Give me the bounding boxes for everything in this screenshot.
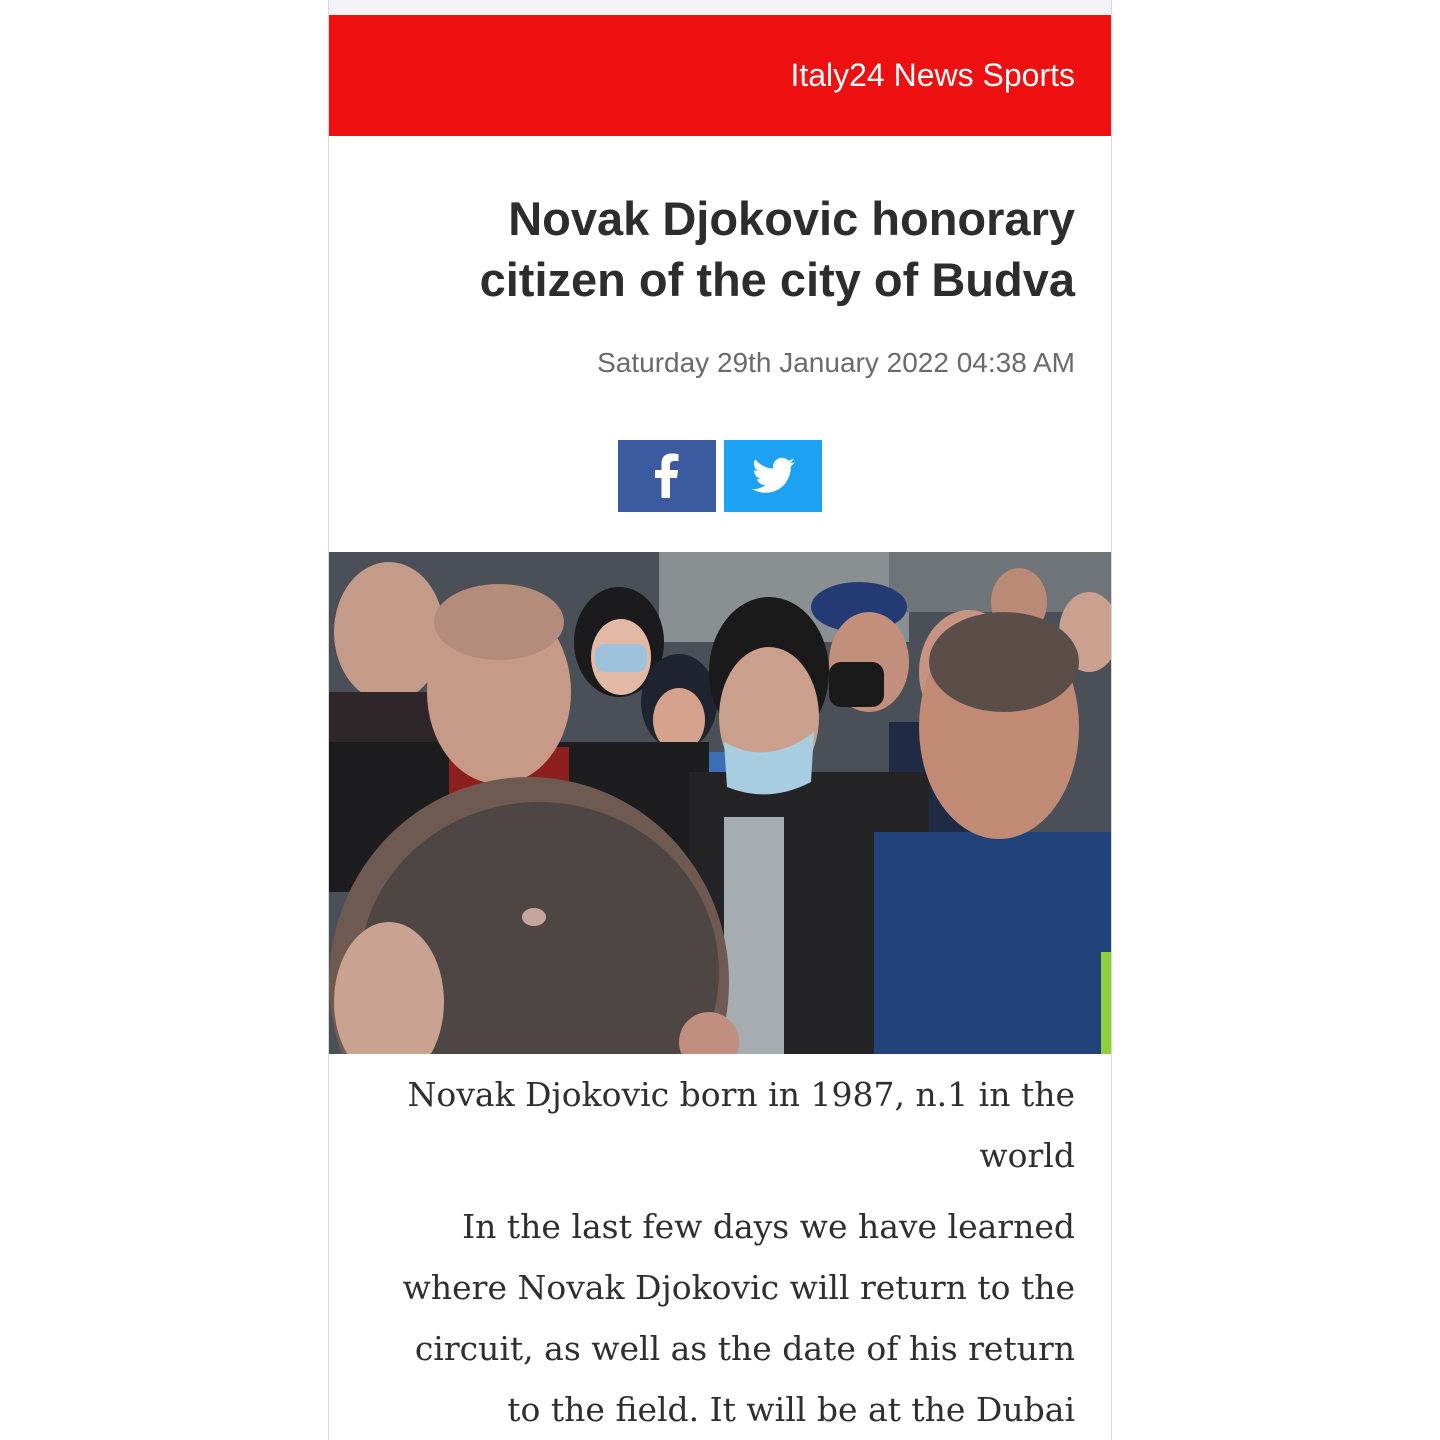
twitter-share-button[interactable] [724,440,822,512]
twitter-bird-icon [724,440,822,512]
article-photo [329,552,1111,1054]
article-body-paragraph: In the last few days we have learned where Novak Djokovic will return to the circuit, as well as the date of his return to the field. It will be at the Dubai [402,1207,1075,1429]
article-headline: Novak Djokovic honorary citizen of the city of Budva [479,192,1075,306]
article-date: Saturday 29th January 2022 04:38 AM [597,347,1075,378]
facebook-share-button[interactable] [618,440,716,512]
browser-top-strip [329,0,1111,15]
site-header [329,15,1111,136]
facebook-icon [618,440,716,512]
photo-caption: Novak Djokovic born in 1987, n.1 in the world [407,1075,1075,1175]
crowd-photo-illustration [329,552,1111,1054]
site-title-link[interactable]: Italy24 News Sports [790,57,1075,93]
article-page [328,0,1112,1440]
